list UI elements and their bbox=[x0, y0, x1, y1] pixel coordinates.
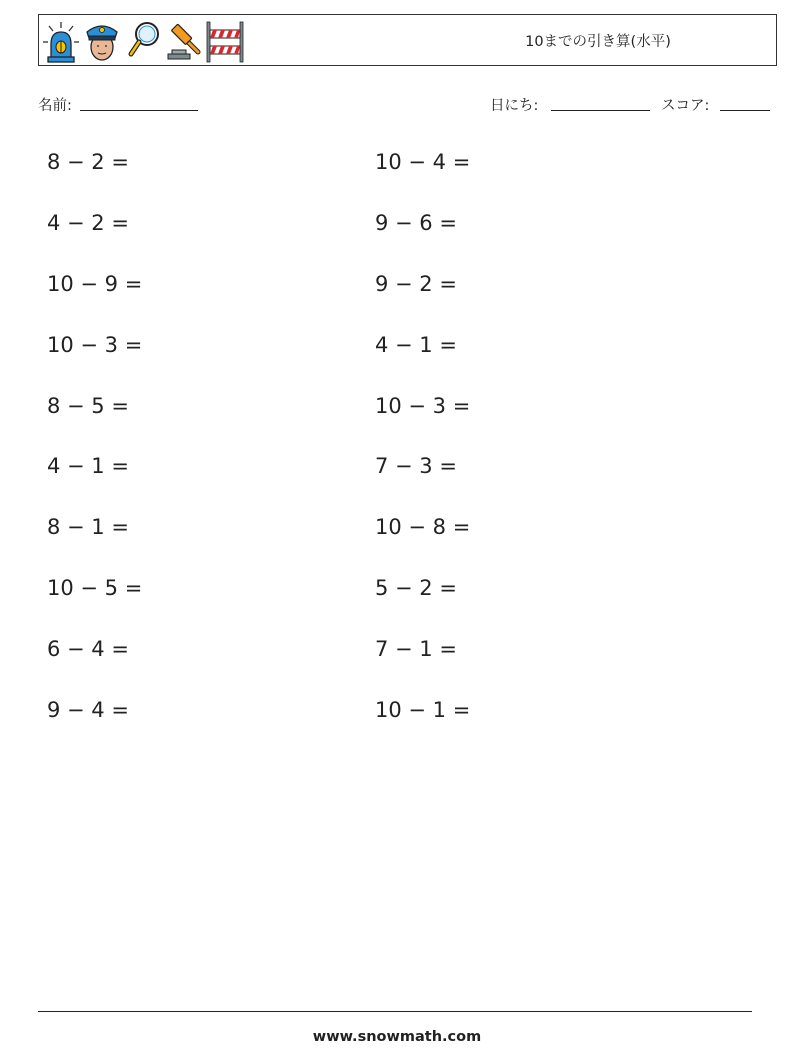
problem-right-5: 10 − 3 = bbox=[375, 394, 471, 418]
icon-strip bbox=[41, 17, 246, 65]
footer-divider bbox=[38, 1011, 752, 1012]
name-blank[interactable] bbox=[80, 110, 198, 111]
problem-left-3: 10 − 9 = bbox=[47, 272, 143, 296]
score-blank[interactable] bbox=[720, 110, 770, 111]
problem-left-9: 6 − 4 = bbox=[47, 637, 129, 661]
problem-right-2: 9 − 6 = bbox=[375, 211, 457, 235]
problem-left-7: 8 − 1 = bbox=[47, 515, 129, 539]
problem-right-4: 4 − 1 = bbox=[375, 333, 457, 357]
problem-right-1: 10 − 4 = bbox=[375, 150, 471, 174]
police-officer-icon bbox=[82, 18, 122, 64]
road-barrier-icon bbox=[205, 18, 245, 64]
problem-left-5: 8 − 5 = bbox=[47, 394, 129, 418]
date-blank[interactable] bbox=[551, 110, 650, 111]
problem-right-3: 9 − 2 = bbox=[375, 272, 457, 296]
problem-right-9: 7 − 1 = bbox=[375, 637, 457, 661]
worksheet-title: 10までの引き算(水平) bbox=[525, 34, 671, 50]
name-label: 名前: bbox=[38, 98, 72, 114]
magnifying-glass-icon bbox=[123, 18, 163, 64]
problem-right-6: 7 − 3 = bbox=[375, 454, 457, 478]
police-siren-icon bbox=[41, 18, 81, 64]
date-label: 日にち: bbox=[490, 98, 539, 114]
problem-right-8: 5 − 2 = bbox=[375, 576, 457, 600]
worksheet-header bbox=[38, 14, 777, 66]
problem-left-10: 9 − 4 = bbox=[47, 698, 129, 722]
score-label: スコア: bbox=[661, 98, 710, 114]
problem-right-7: 10 − 8 = bbox=[375, 515, 471, 539]
problem-left-2: 4 − 2 = bbox=[47, 211, 129, 235]
problem-left-6: 4 − 1 = bbox=[47, 454, 129, 478]
problem-left-4: 10 − 3 = bbox=[47, 333, 143, 357]
problem-left-1: 8 − 2 = bbox=[47, 150, 129, 174]
footer-url[interactable]: www.snowmath.com bbox=[312, 1029, 482, 1045]
gavel-icon bbox=[164, 18, 204, 64]
problem-left-8: 10 − 5 = bbox=[47, 576, 143, 600]
problem-right-10: 10 − 1 = bbox=[375, 698, 471, 722]
